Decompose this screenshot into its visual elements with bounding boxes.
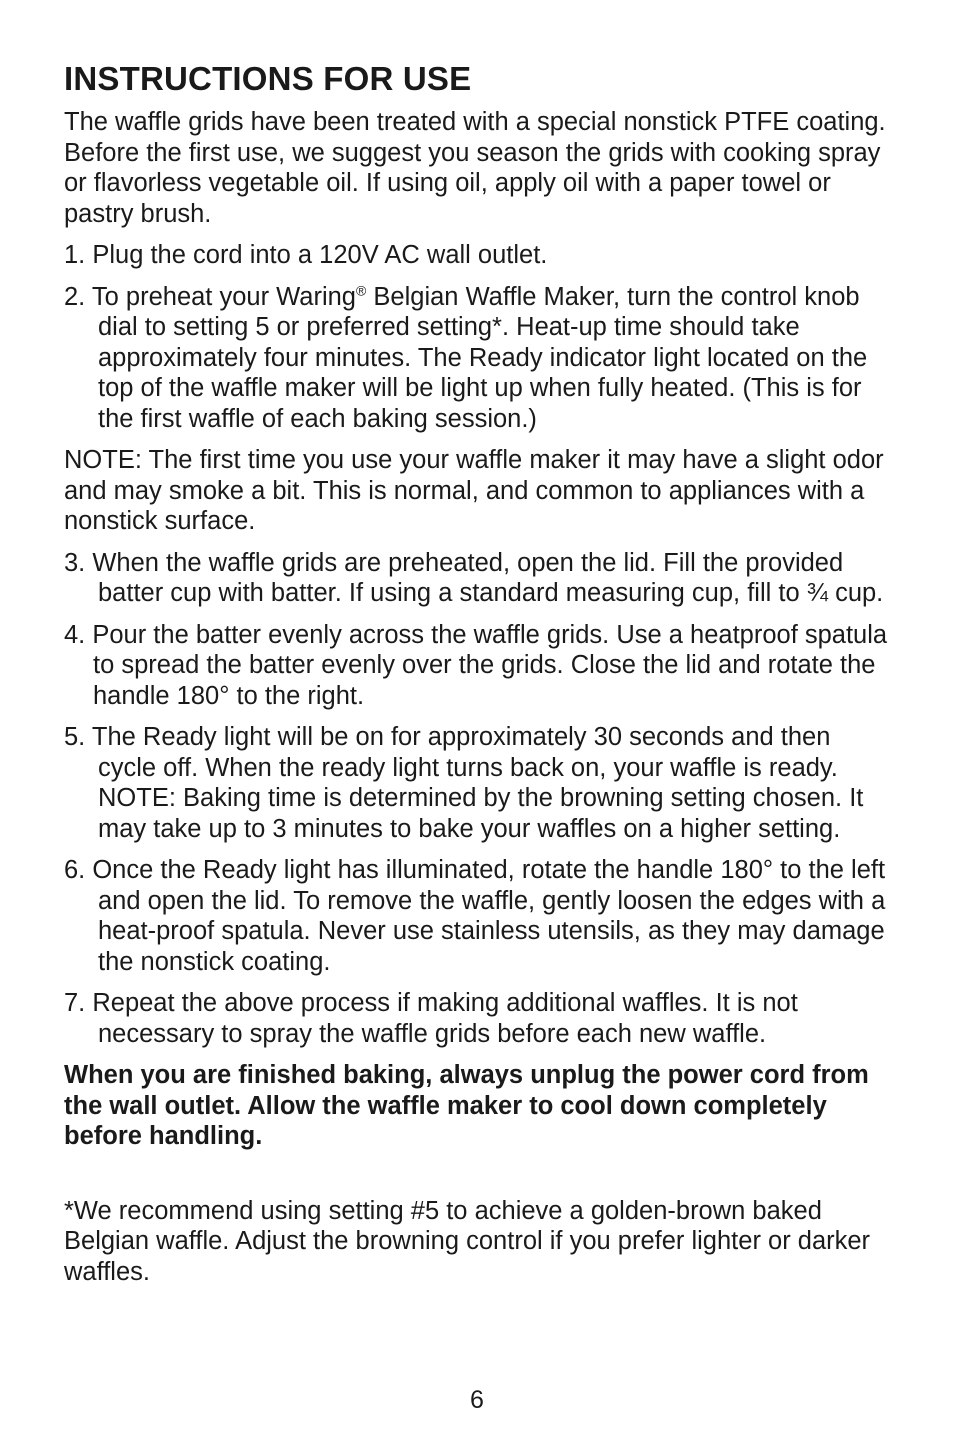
step-4: 4. Pour the batter evenly across the waffle grids. Use a heatproof spatula to spread the batter evenly over the grids. Close the lid and rotate the handle 180° to the right. xyxy=(64,620,888,710)
step-2-text-end: Belgian Waffle Maker, turn the control knob dial to setting 5 or preferred setting*. Heat-up time should take approximately four minutes. The Ready indicator light located on the top of the waffle maker will be light up when fully heated. (This is for the first waffle of each baking session.) xyxy=(98,282,868,433)
warning-paragraph: When you are finished baking, always unplug the power cord from the wall outlet. Allow the waffle maker to cool down completely before handling. xyxy=(64,1061,869,1151)
step-2 xyxy=(64,282,894,435)
step-3: 3. When the waffle grids are preheated, open the lid. Fill the provided batter cup with batter. If using a standard measuring cup, fill to ¾ cup. xyxy=(64,548,884,608)
step-1: 1. Plug the cord into a 120V AC wall outlet. xyxy=(64,241,548,270)
registered-mark: ® xyxy=(356,282,367,299)
step-2-text-start: 2. To preheat your Waring xyxy=(64,282,356,311)
intro-paragraph: The waffle grids have been treated with a special nonstick PTFE coating. Before the first use, we suggest you season the grids with cooking spray or flavorless vegetable oil. If using oil, apply oil with a paper towel or pastry brush. xyxy=(64,108,886,228)
page-number: 6 xyxy=(470,1386,484,1414)
step-7: 7. Repeat the above process if making additional waffles. It is not necessary to spray the waffle grids before each new waffle. xyxy=(64,989,798,1048)
instructions-page xyxy=(64,58,894,1298)
footnote: *We recommend using setting #5 to achieve a golden-brown baked Belgian waffle. Adjust the browning control if you prefer lighter or darker waffles. xyxy=(64,1196,871,1286)
note-paragraph: NOTE: The first time you use your waffle maker it may have a slight odor and may smoke a bit. This is normal, and common to appliances with a nonstick surface. xyxy=(64,446,884,536)
step-5: 5. The Ready light will be on for approximately 30 seconds and then cycle off. When the ready light turns back on, your waffle is ready. NOTE: Baking time is determined by the browning setting chosen. It may take up to 3 minutes to bake your waffles on a higher setting. xyxy=(64,723,864,843)
step-6: 6. Once the Ready light has illuminated, rotate the handle 180° to the left and open the lid. To remove the waffle, gently loosen the edges with a heat-proof spatula. Never use stainless utensils, as they may damage the nonstick coating. xyxy=(64,856,886,976)
page-title: INSTRUCTIONS FOR USE xyxy=(64,60,472,97)
